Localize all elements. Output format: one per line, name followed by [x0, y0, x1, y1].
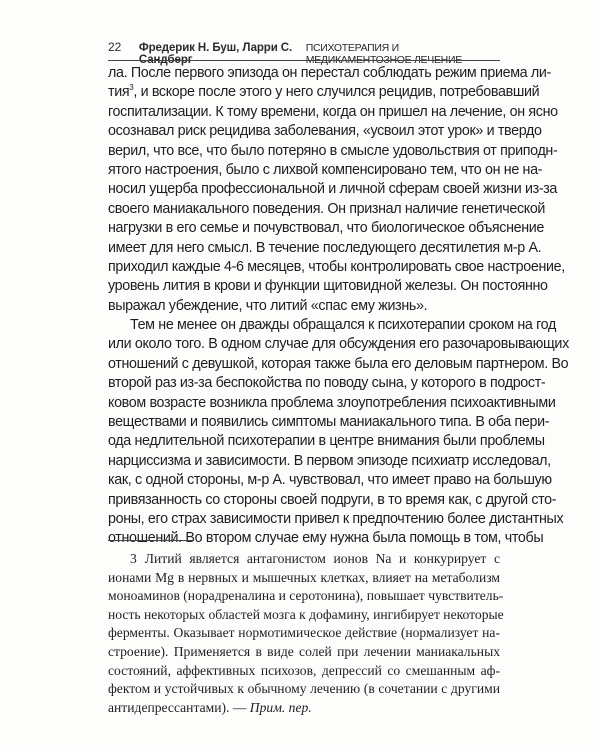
text-line: отношений с девушкой, которая также была его деловым партнером. Во — [108, 355, 569, 372]
text-line: веществами и появились симптомы маниакального типа. В оба пери- — [108, 414, 550, 431]
text-fragment: , и вскоре после этого у него случился рецидив, потребовавший — [133, 84, 540, 101]
text-line: роны, его страх зависимости привел к предпочтению более дистантных — [108, 510, 564, 527]
footnote-ref[interactable]: 3 — [129, 83, 134, 93]
text-line: приходил каждые 4-6 месяцев, чтобы контролировать свое настроение, — [108, 258, 565, 275]
header-book-title: ПСИХОТЕРАПИЯ И МЕДИКАМЕНТОЗНОЕ ЛЕЧЕНИЕ — [305, 42, 462, 66]
text-line: нагрузки в его семье и почувствовал, что биологическое объяснение — [108, 220, 545, 237]
header-rule — [108, 60, 500, 61]
text-line: имеет для него смысл. В течение последующего десятилетия м-р А. — [108, 239, 542, 256]
footnote-line: моноаминов (норадреналина и серотонина), повышает чувствитель- — [108, 588, 504, 604]
text-line: второй раз из-за беспокойства по поводу сына, у которого в подрост- — [108, 375, 546, 392]
footnote-rule — [108, 540, 194, 541]
footnote-line: ность некоторых областей мозга к дофамину, ингибирует некоторые — [108, 606, 504, 622]
text-line: ковом возрасте возникла проблема злоупотребления психоактивными — [108, 394, 556, 411]
text-line: нарциссизма и зависимости. В первом эпизоде психиатр исследовал, — [108, 452, 551, 469]
text-line — [108, 83, 540, 102]
text-line: или около того. В одном случае для обсуждения его разочаровывающих — [108, 336, 569, 353]
text-fragment: тия — [108, 84, 130, 101]
footnote-line: состояний, аффективных психозов, депрессий со смешанным аф- — [108, 662, 500, 678]
translator-note-signature: Прим. пер. — [249, 699, 312, 715]
text-line: ла. После первого эпизода он перестал соблюдать режим приема ли- — [108, 65, 551, 81]
text-line: как, с одной стороны, м-р А. чувствовал, что имеет право на большую — [108, 472, 552, 489]
text-line: госпитализации. К тому времени, когда он пришел на лечение, он ясно — [108, 103, 558, 120]
text-line: верил, что все, что было потеряно в смысле удовольствия от приподн- — [108, 142, 558, 159]
footnote-line — [108, 699, 500, 718]
main-text — [108, 64, 569, 549]
header-authors: Фредерик Н. Буш, Ларри С. Сандберг — [138, 42, 293, 66]
text-line: уровень лития в крови и функции щитовидной железы. Он постоянно — [108, 278, 548, 295]
footnote — [108, 550, 504, 717]
footnote-line: фектом и устойчивых к обычному лечению (в сочетании с другими — [108, 681, 500, 697]
text-fragment: Литий является антагонистом ионов Na и конкурирует с — [144, 551, 500, 566]
footnote-line — [108, 550, 500, 569]
text-line: привязанность со стороны своей подруги, в то время как, с другой сто- — [108, 491, 557, 508]
footnote-number: 3 — [130, 551, 137, 566]
page-number: 22 — [108, 40, 122, 54]
text-line: ода недлительной психотерапии в центре внимания были проблемы — [108, 433, 545, 450]
footnote-line: ферменты. Оказывает нормотимическое действие (нормализует на- — [108, 625, 500, 641]
running-head — [108, 40, 500, 66]
footnote-line: ионами Mg в нервных и мышечных клетках, влияет на метаболизм — [108, 569, 500, 585]
text-line: Тем не менее он дважды обращался к психотерапии сроком на год — [130, 317, 556, 334]
text-line: носил ущерба профессиональной и личной сферам своей жизни из-за — [108, 181, 558, 198]
text-line: своего маниакального поведения. Он признал наличие генетической — [108, 200, 546, 217]
text-fragment: антидепрессантами). — — [108, 699, 250, 715]
text-line: осознавал риск рецидива заболевания, «усвоил этот урок» и твердо — [108, 123, 542, 140]
text-line: отношений. Во втором случае ему нужна была помощь в том, чтобы — [108, 530, 544, 547]
footnote-line: строение). Применяется в виде солей при лечении маниакальных — [108, 643, 500, 659]
text-line: выражал убеждение, что литий «спас ему жизнь». — [108, 297, 428, 314]
text-line: ятого настроения, было с лихвой компенсировано тем, что он не на- — [108, 161, 543, 178]
